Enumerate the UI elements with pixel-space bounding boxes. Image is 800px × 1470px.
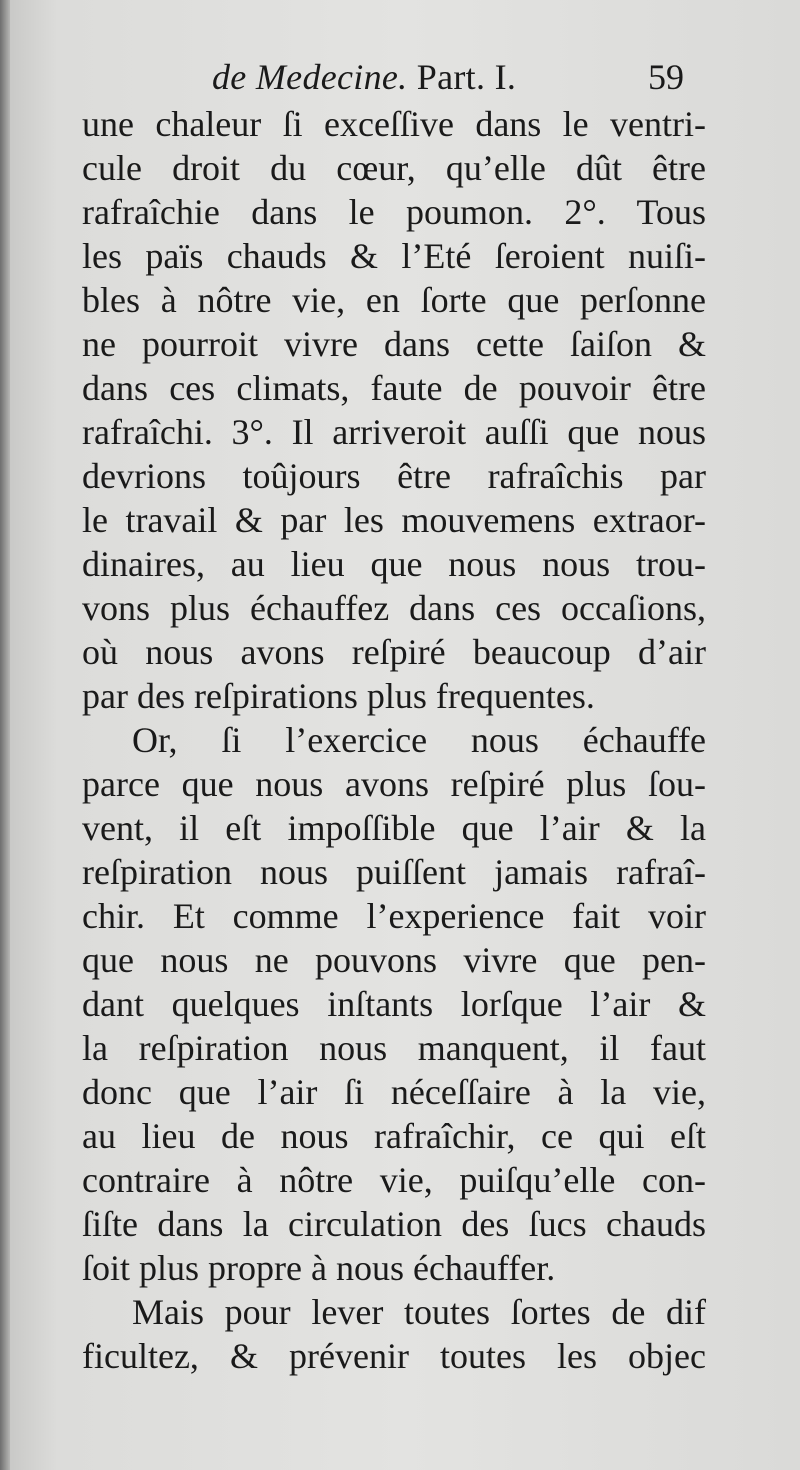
text-line: parce que nous avons reſpiré plus ſou- bbox=[82, 764, 706, 804]
running-head-roman: Part. I. bbox=[407, 57, 517, 97]
text-line: reſpiration nous puiſſent jamais rafraî- bbox=[82, 852, 706, 892]
text-line: les païs chauds & l’Eté ſeroient nuiſi- bbox=[82, 236, 706, 276]
text-line: où nous avons reſpiré beaucoup d’air bbox=[82, 632, 706, 672]
page-number: 59 bbox=[648, 57, 684, 97]
running-head-italic: de Medecine. bbox=[212, 57, 408, 97]
text-line: que nous ne pouvons vivre que pen- bbox=[82, 940, 706, 980]
text-line: vons plus échauffez dans ces occaſions, bbox=[82, 588, 706, 628]
text-line: dans ces climats, faute de pouvoir être bbox=[82, 368, 706, 408]
text-line: cule droit du cœur, qu’elle dût être bbox=[82, 148, 706, 188]
text-line: ſoit plus propre à nous échauffer. bbox=[82, 1248, 556, 1288]
text-line: contraire à nôtre vie, puiſqu’elle con- bbox=[82, 1160, 706, 1200]
text-line: ne pourroit vivre dans cette ſaiſon & bbox=[82, 324, 706, 364]
text-line: dant quelques inſtants lorſque l’air & bbox=[82, 984, 706, 1024]
text-line: ſiſte dans la circulation des ſucs chauds bbox=[82, 1204, 706, 1244]
text-line: le travail & par les mouvemens extraor- bbox=[82, 500, 706, 540]
text-line: Mais pour lever toutes ſortes de dif bbox=[132, 1292, 706, 1332]
text-line: devrions toûjours être rafraîchis par bbox=[82, 456, 706, 496]
text-line: bles à nôtre vie, en ſorte que perſonne bbox=[82, 280, 706, 320]
text-line: ficultez, & prévenir toutes les objec bbox=[82, 1336, 706, 1376]
text-line: par des reſpirations plus frequentes. bbox=[82, 676, 595, 716]
text-line: rafraîchie dans le poumon. 2°. Tous bbox=[82, 192, 706, 232]
running-head bbox=[212, 56, 516, 98]
text-line: chir. Et comme l’experience fait voir bbox=[82, 896, 706, 936]
text-line: la reſpiration nous manquent, il faut bbox=[82, 1028, 706, 1068]
text-line: dinaires, au lieu que nous nous trou- bbox=[82, 544, 706, 584]
text-line: vent, il eſt impoſſible que l’air & la bbox=[82, 808, 706, 848]
text-line: donc que l’air ſi néceſſaire à la vie, bbox=[82, 1072, 706, 1112]
text-line: Or, ſi l’exercice nous échauffe bbox=[132, 720, 706, 760]
text-line: au lieu de nous rafraîchir, ce qui eſt bbox=[82, 1116, 706, 1156]
text-line: une chaleur ſi exceſſive dans le ventri- bbox=[82, 104, 706, 144]
text-line: rafraîchi. 3°. Il arriveroit auſſi que nous bbox=[82, 412, 706, 452]
page-header bbox=[0, 48, 800, 98]
